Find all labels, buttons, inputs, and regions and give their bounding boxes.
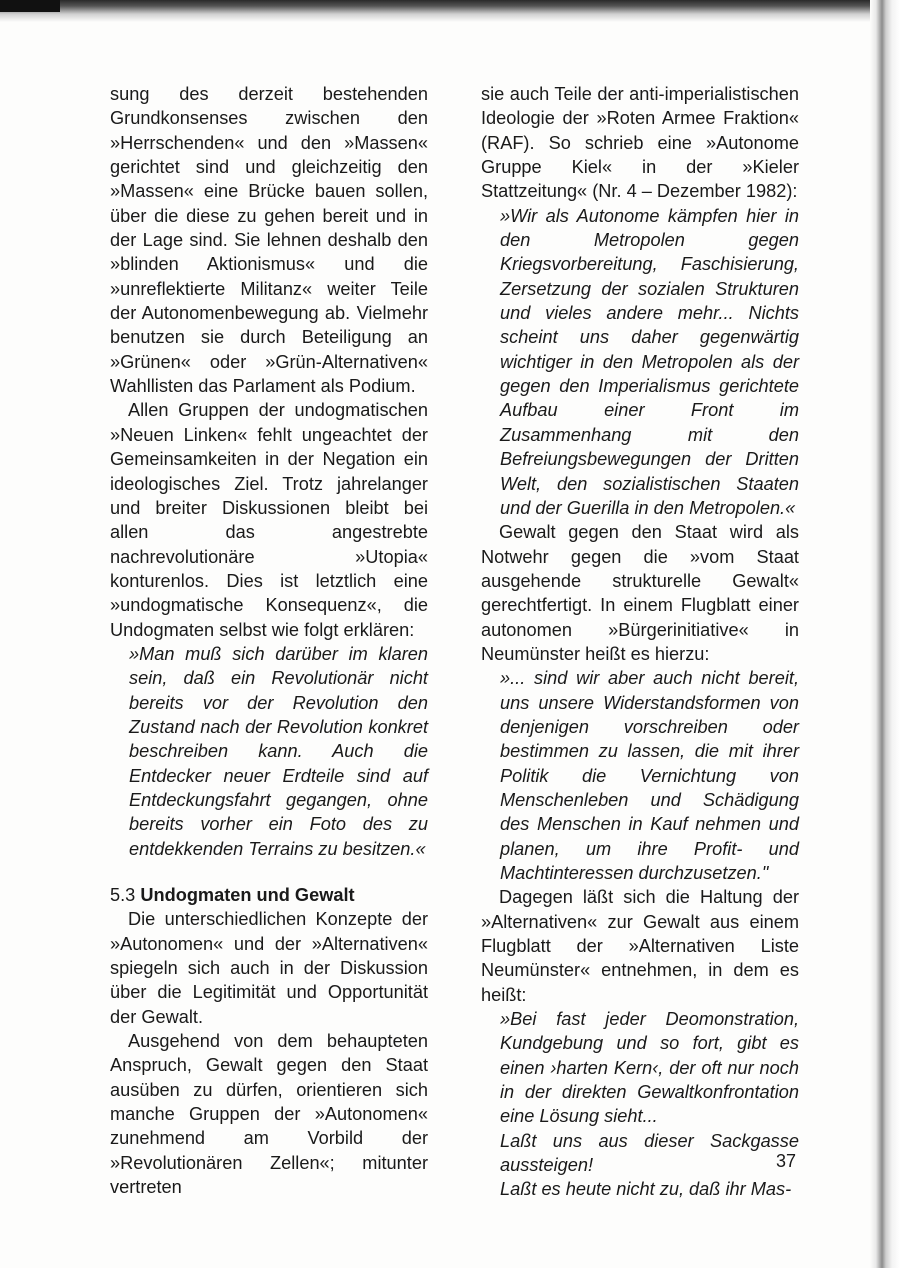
block-quote: »Bei fast jeder Deomonstration, Kundgebung und so fort, gibt es einen ›harten Kern‹, der oft nur noch in der direkten Gewaltkonfrontation eine Lösung sieht... [500,1009,799,1127]
right-column [481,82,799,1202]
section-title: Undogmaten und Gewalt [140,885,355,905]
block-quote: »... sind wir aber auch nicht bereit, uns unsere Widerstandsformen von denjenigen vorschreiben oder bestimmen zu lassen, die mit ihrer Politik die Vernichtung von Menschenleben und Schädigung des Menschen in Kauf nehmen und planen, um ihre Profit- und Machtinteressen durchzusetzen." [500,668,799,883]
paragraph: Dagegen läßt sich die Haltung der »Alternativen« zur Gewalt aus einem Flugblatt der »Alternativen Liste Neumünster« entnehmen, in dem es heißt: [481,887,799,1005]
paragraph: sung des derzeit bestehenden Grundkonsenses zwischen den »Herrschenden« und den »Massen« gerichtet sind und gleichzeitig den »Massen« eine Brücke bauen sollen, über die diese zu gehen bereit und in der Lage sind. Sie lehnen deshalb den »blinden Aktionismus« und die »unreflektierte Militanz« weiter Teile der Autonomenbewegung ab. Vielmehr benutzen sie durch Beteiligung an »Grünen« oder »Grün-Alternativen« Wahllisten das Parlament als Podium. [110,84,428,397]
paragraph: sie auch Teile der anti-imperialistischen Ideologie der »Roten Armee Fraktion« (RAF). So schrieb eine »Autonome Gruppe Kiel« in der »Kieler Stattzeitung« (Nr. 4 – Dezember 1982): [481,84,799,202]
paragraph: Allen Gruppen der undogmatischen »Neuen Linken« fehlt ungeachtet der Gemeinsamkeiten in der Negation ein ideologisches Ziel. Trotz jahrelanger und breiter Diskussionen bleibt bei allen das angestrebte nachrevolutionäre »Utopia« konturenlos. Dies ist letztlich eine »undogmatische Konsequenz«, die Undogmaten selbst wie folgt erklären: [110,400,428,640]
block-quote: »Man muß sich darüber im klaren sein, daß ein Revolutionär nicht bereits vor der Revolution den Zustand nach der Revolution konkret beschreiben kann. Auch die Entdecker neuer Erdteile sind auf Entdeckungsfahrt gegangen, ohne bereits vorher ein Foto des zu entdekkenden Terrains zu besitzen.« [129,643,428,859]
scan-right-edge [870,0,900,1268]
left-column [110,82,428,1199]
block-quote: »Wir als Autonome kämpfen hier in den Metropolen gegen Kriegsvorbereitung, Faschisierung, Zersetzung der sozialen Strukturen und vieles andere mehr... Nichts scheint uns daher gegenwärtig wichtiger in den Metropolen als der gegen den Imperialismus gerichtete Aufbau einer Front im Zusammenhang mit den Befreiungsbewegungen der Dritten Welt, den sozialistischen Staaten und der Guerilla in den Metropolen.« [500,205,799,518]
page-number: 37 [776,1151,797,1171]
paragraph: Gewalt gegen den Staat wird als Notwehr gegen die »vom Staat ausgehende strukturelle Gewalt« gerechtfertigt. In einem Flugblatt einer autonomen »Bürgerinitiative« in Neumünster heißt es hierzu: [481,522,799,664]
scan-top-edge [0,0,900,22]
block-quote: Laßt uns aus dieser Sackgasse aussteigen! [500,1130,799,1176]
paragraph: Ausgehend von dem behaupteten Anspruch, Gewalt gegen den Staat ausüben zu dürfen, orientieren sich manche Gruppen der »Autonomen« zunehmend am Vorbild der »Revolutionären Zellen«; mitunter vertreten [110,1031,428,1198]
section-number: 5.3 [110,885,136,905]
section-heading [110,883,428,907]
spacer [110,861,428,883]
block-quote: Laßt es heute nicht zu, daß ihr Mas- [500,1179,792,1200]
paragraph: Die unterschiedlichen Konzepte der »Autonomen« und der »Alternativen« spiegeln sich auch in der Diskussion über die Legitimität und Opportunität der Gewalt. [110,909,428,1027]
scan-corner-shadow [0,0,60,12]
